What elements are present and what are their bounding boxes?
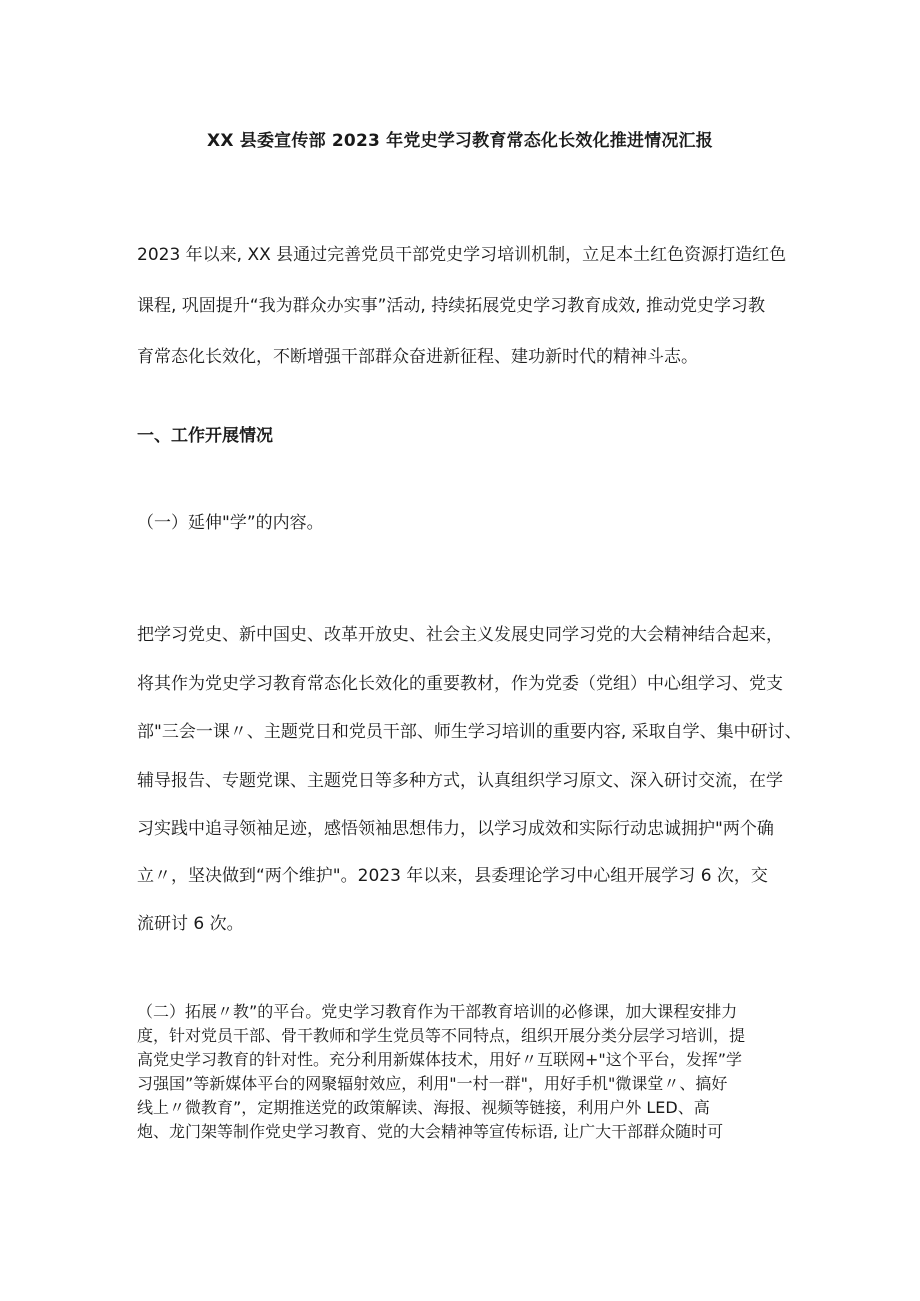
paragraph-line: 高党史学习教育的针对性。充分利用新媒体技术，用好〃互联网+"这个平台，发挥”学 xyxy=(137,1050,743,1069)
paragraph-line: 线上〃微教育”，定期推送党的政策解读、海报、视频等链接，利用户外 LED、高 xyxy=(137,1098,710,1117)
paragraph-line: 部"三会一课〃、主题党日和党员干部、师生学习培训的重要内容, 采取自学、集中研讨、 xyxy=(137,722,802,742)
paragraph-line: 辅导报告、专题党课、主题党日等多种方式，认真组织学习原文、深入研讨交流，在学 xyxy=(137,771,783,791)
paragraph-line: 度，针对党员干部、骨干教师和学生党员等不同特点，组织开展分类分层学习培训，提 xyxy=(137,1026,746,1045)
paragraph-line: 把学习党史、新中国史、改革开放史、社会主义发展史同学习党的大会精神结合起来， xyxy=(137,625,783,645)
intro-line: 课程, 巩固提升“我为群众办实事”活动, 持续拓展党史学习教育成效, 推动党史学习教 xyxy=(137,296,766,316)
subsection-heading: （一）延伸"学”的内容。 xyxy=(137,513,324,533)
document-title: XX 县委宣传部 2023 年党史学习教育常态化长效化推进情况汇报 xyxy=(207,131,713,151)
paragraph-line: 炮、龙门架等制作党史学习教育、党的大会精神等宣传标语, 让广大干部群众随时可 xyxy=(137,1122,724,1141)
paragraph-line: 习实践中追寻领袖足迹，感悟领袖思想伟力，以学习成效和实际行动忠诚拥护"两个确 xyxy=(137,819,774,839)
paragraph-line: 习强国”等新媒体平台的网聚辐射效应，利用"一村一群"，用好手机"微课堂〃、搞好 xyxy=(137,1074,728,1093)
intro-line: 育常态化长效化，不断增强干部群众奋进新征程、建功新时代的精神斗志。 xyxy=(137,347,698,367)
paragraph-line: （二）拓展〃教”的平台。党史学习教育作为干部教育培训的必修课，加大课程安排力 xyxy=(137,1002,738,1021)
paragraph-line: 流研讨 6 次。 xyxy=(137,914,244,934)
paragraph-line: 立〃，坚决做到“两个维护"。2023 年以来，县委理论学习中心组开展学习 6 次，交 xyxy=(137,866,768,886)
paragraph-line: 将其作为党史学习教育常态化长效化的重要教材，作为党委（党组）中心组学习、党支 xyxy=(137,674,783,694)
intro-line: 2023 年以来, XX 县通过完善党员干部党史学习培训机制，立足本土红色资源打造红色 xyxy=(137,245,787,265)
section-heading: 一、工作开展情况 xyxy=(137,426,273,446)
